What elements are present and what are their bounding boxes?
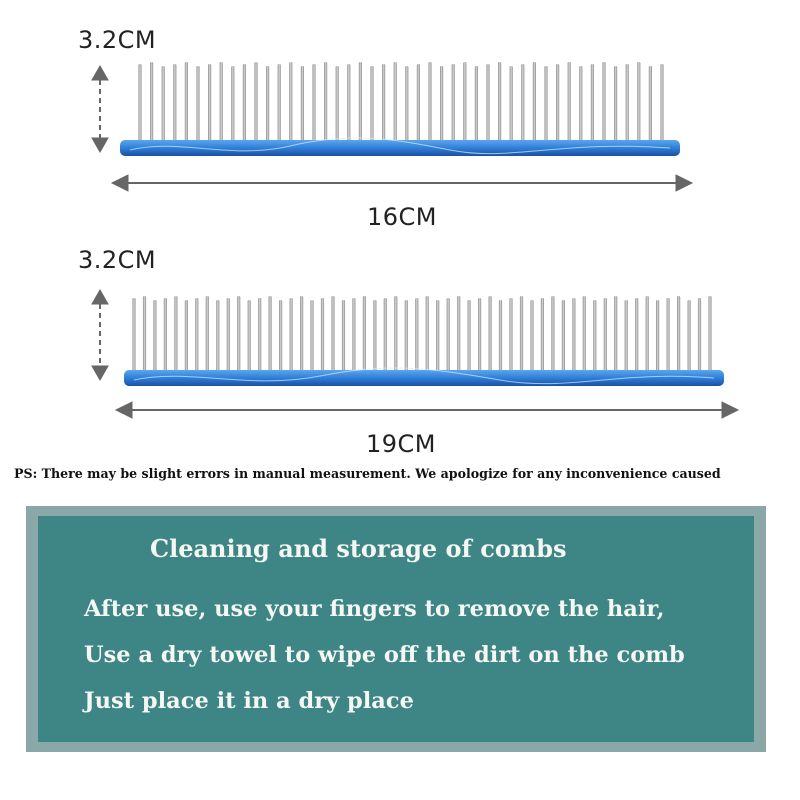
comb-tooth: [478, 298, 481, 372]
comb-tooth: [347, 64, 350, 142]
care-line: Use a dry towel to wipe off the dirt on the comb: [84, 642, 685, 668]
comb-19cm-diagram: [0, 240, 800, 460]
comb-tooth: [174, 296, 177, 372]
comb-tooth: [321, 298, 324, 372]
comb-tooth: [336, 66, 339, 142]
comb-tooth: [266, 66, 269, 142]
length-arrow: [112, 175, 692, 191]
comb-tooth: [614, 66, 617, 142]
comb-tooth: [530, 300, 533, 372]
comb-tooth: [405, 66, 408, 142]
comb-tooth: [541, 298, 544, 372]
comb-tooth: [290, 298, 293, 372]
comb-length-label: 16CM: [367, 203, 438, 231]
care-instructions-box: [38, 516, 754, 742]
length-arrow: [116, 402, 738, 418]
comb-tooth: [625, 300, 628, 372]
comb-tooth: [289, 62, 292, 142]
comb-tooth: [254, 62, 257, 142]
comb-tooth: [533, 62, 536, 142]
comb-tooth: [382, 64, 385, 142]
comb-tooth: [428, 62, 431, 142]
comb-tooth: [509, 298, 512, 372]
comb-19cm-illustration: [0, 240, 800, 460]
comb-tooth: [185, 300, 188, 372]
comb-tooth: [614, 296, 617, 372]
height-arrow: [92, 290, 108, 380]
care-title: Cleaning and storage of combs: [150, 534, 567, 563]
comb-tooth: [436, 300, 439, 372]
comb-tooth: [310, 300, 313, 372]
comb-tooth: [195, 298, 198, 372]
comb-16cm-diagram: [0, 0, 800, 240]
comb-tooth: [138, 64, 141, 142]
comb-tooth: [688, 300, 691, 372]
comb-tooth: [363, 296, 366, 372]
comb-tooth: [649, 66, 652, 142]
comb-tooth: [646, 296, 649, 372]
comb-tooth: [583, 296, 586, 372]
comb-teeth: [132, 296, 711, 372]
comb-tooth: [237, 296, 240, 372]
comb-tooth: [447, 298, 450, 372]
comb-tooth: [162, 66, 165, 142]
comb-tooth: [206, 296, 209, 372]
comb-tooth: [216, 300, 219, 372]
care-instructions-panel: [26, 506, 766, 752]
comb-tooth: [510, 66, 513, 142]
measurement-disclaimer: PS: There may be slight errors in manual measurement. We apologize for any inconvenience caused: [14, 466, 721, 481]
comb-height-label: 3.2CM: [78, 246, 157, 274]
comb-tooth: [269, 296, 272, 372]
comb-tooth: [551, 296, 554, 372]
care-line: After use, use your fingers to remove the hair,: [84, 596, 665, 622]
comb-length-label: 19CM: [366, 430, 437, 458]
comb-tooth: [359, 62, 362, 142]
comb-tooth: [173, 64, 176, 142]
comb-tooth: [708, 296, 711, 372]
comb-tooth: [457, 296, 460, 372]
comb-tooth: [143, 296, 146, 372]
comb-tooth: [579, 66, 582, 142]
comb-tooth: [153, 300, 156, 372]
comb-tooth: [279, 300, 282, 372]
comb-tooth: [656, 300, 659, 372]
comb-spine: [120, 140, 680, 156]
comb-tooth: [373, 300, 376, 372]
comb-tooth: [626, 64, 629, 142]
comb-tooth: [556, 64, 559, 142]
comb-tooth: [602, 62, 605, 142]
comb-tooth: [227, 298, 230, 372]
comb-tooth: [498, 62, 501, 142]
comb-tooth: [415, 298, 418, 372]
comb-tooth: [486, 64, 489, 142]
comb-tooth: [300, 296, 303, 372]
comb-tooth: [463, 62, 466, 142]
comb-tooth: [637, 62, 640, 142]
comb-teeth: [138, 62, 663, 142]
comb-tooth: [568, 62, 571, 142]
comb-tooth: [593, 300, 596, 372]
comb-tooth: [164, 298, 167, 372]
comb-tooth: [499, 300, 502, 372]
comb-tooth: [231, 66, 234, 142]
comb-tooth: [572, 298, 575, 372]
comb-tooth: [677, 296, 680, 372]
comb-tooth: [394, 62, 397, 142]
comb-tooth: [635, 298, 638, 372]
comb-tooth: [667, 298, 670, 372]
comb-tooth: [185, 62, 188, 142]
comb-tooth: [208, 64, 211, 142]
care-line: Just place it in a dry place: [84, 688, 414, 714]
comb-tooth: [243, 64, 246, 142]
height-arrow: [92, 66, 108, 152]
comb-tooth: [468, 300, 471, 372]
comb-tooth: [394, 296, 397, 372]
comb-tooth: [342, 300, 345, 372]
comb-tooth: [489, 296, 492, 372]
comb-tooth: [384, 298, 387, 372]
comb-tooth: [258, 298, 261, 372]
comb-tooth: [440, 66, 443, 142]
comb-tooth: [591, 64, 594, 142]
comb-tooth: [405, 300, 408, 372]
comb-height-label: 3.2CM: [78, 26, 157, 54]
comb-tooth: [475, 66, 478, 142]
comb-tooth: [324, 62, 327, 142]
comb-tooth: [426, 296, 429, 372]
comb-tooth: [132, 298, 135, 372]
comb-tooth: [417, 64, 420, 142]
comb-tooth: [370, 66, 373, 142]
comb-tooth: [352, 298, 355, 372]
comb-tooth: [220, 62, 223, 142]
comb-tooth: [604, 298, 607, 372]
comb-tooth: [331, 296, 334, 372]
comb-tooth: [312, 64, 315, 142]
comb-tooth: [544, 66, 547, 142]
comb-tooth: [452, 64, 455, 142]
comb-tooth: [301, 66, 304, 142]
comb-tooth: [562, 300, 565, 372]
comb-tooth: [520, 296, 523, 372]
comb-tooth: [660, 64, 663, 142]
comb-tooth: [278, 64, 281, 142]
comb-tooth: [248, 300, 251, 372]
comb-tooth: [196, 66, 199, 142]
comb-tooth: [698, 298, 701, 372]
comb-tooth: [150, 62, 153, 142]
comb-tooth: [521, 64, 524, 142]
